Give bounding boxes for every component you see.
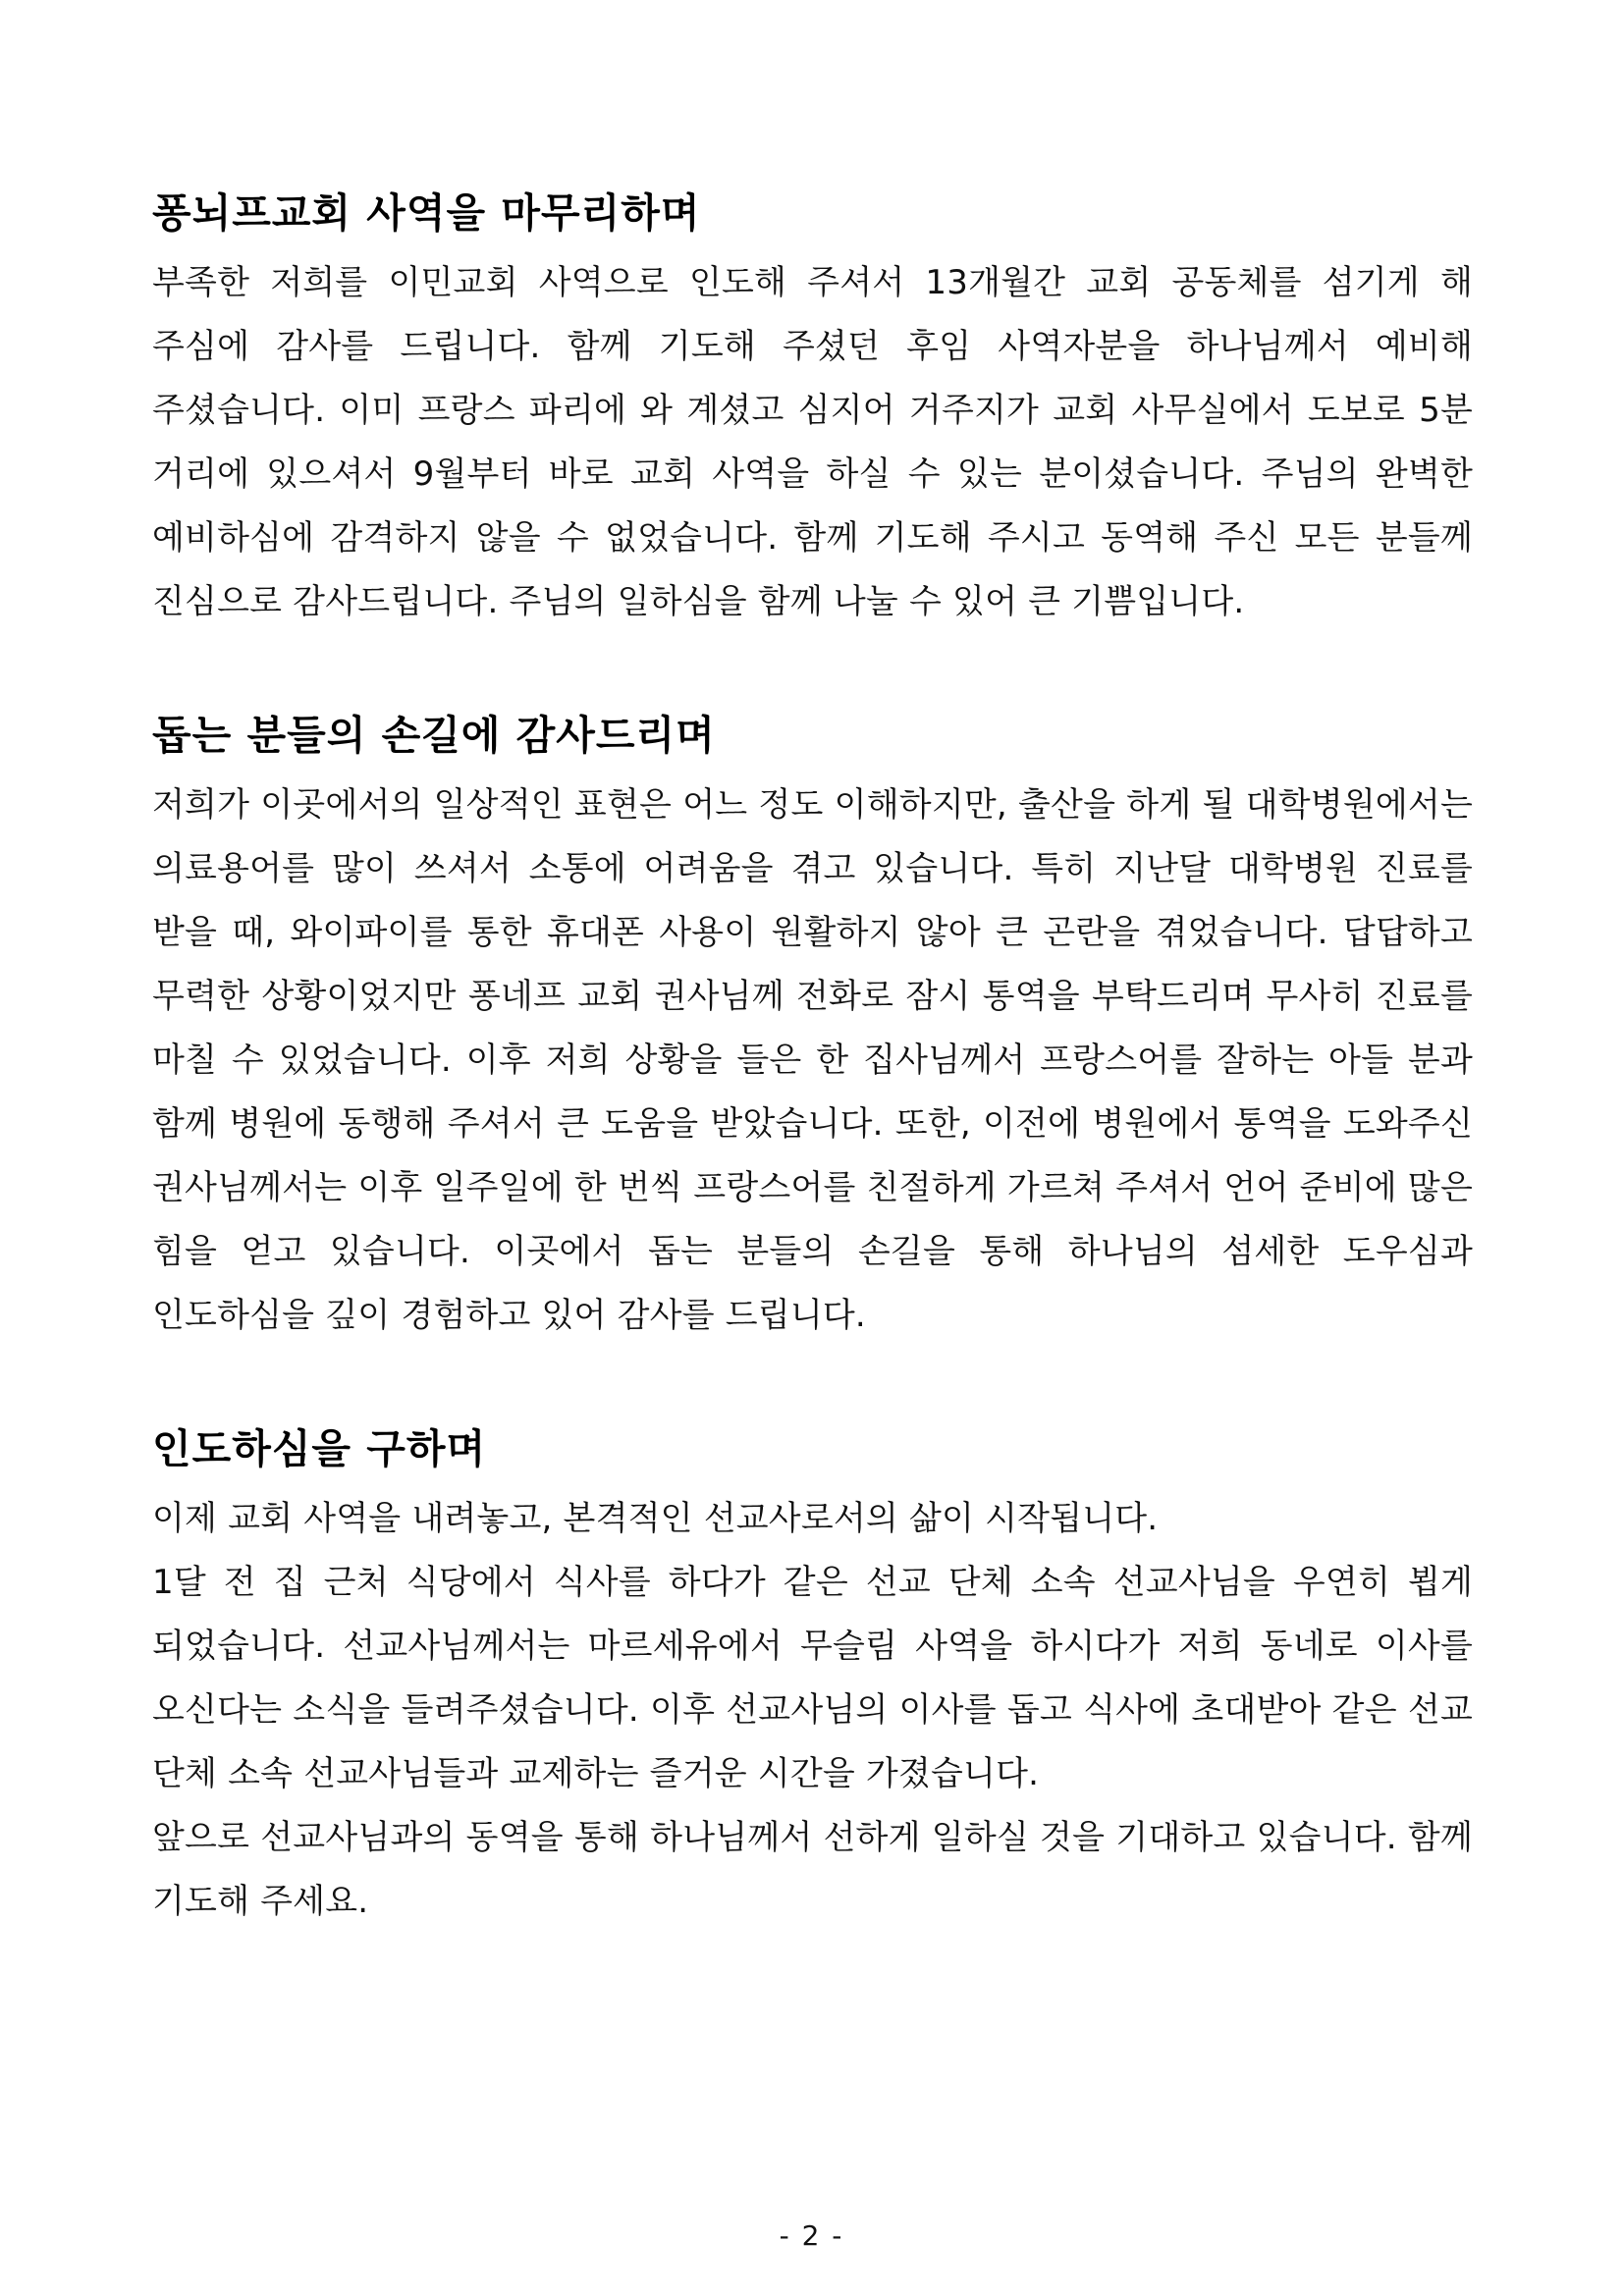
section-title: 돕는 분들의 손길에 감사드리며: [152, 712, 716, 759]
section-paragraph: 이제 교회 사역을 내려놓고, 본격적인 선교사로서의 삶이 시작됩니다.: [152, 1499, 1159, 1538]
section-paragraph: 앞으로 선교사님과의 동역을 통해 하나님께서 선하게 일하실 것을 기대하고 있습니다. 함께 기도해 주세요.: [152, 1818, 1473, 1921]
section-helping-hands: [152, 707, 1473, 1348]
section-paragraph: 1달 전 집 근처 식당에서 식사를 하다가 같은 선교 단체 소속 선교사님을 우연히 뵙게 되었습니다. 선교사님께서는 마르세유에서 무슬림 사역을 하시다가 저희 동네로 이사를 오신다는 소식을 들려주셨습니다. 이후 선교사님의 이사를 돕고 식사에 초대받아 같은 선교 단체 소속 선교사님들과 교제하는 즐거운 시간을 가졌습니다.: [152, 1563, 1473, 1793]
section-closing-ministry: [152, 185, 1473, 634]
section-paragraph: 저희가 이곳에서의 일상적인 표현은 어느 정도 이해하지만, 출산을 하게 될 대학병원에서는 의료용어를 많이 쓰셔서 소통에 어려움을 겪고 있습니다. 특히 지난달 대학병원 진료를 받을 때, 와이파이를 통한 휴대폰 사용이 원활하지 않아 큰 곤란을 겪었습니다. 답답하고 무력한 상황이었지만 퐁네프 교회 권사님께 전화로 잠시 통역을 부탁드리며 무사히 진료를 마칠 수 있었습니다. 이후 저희 상황을 들은 한 집사님께서 프랑스어를 잘하는 아들 분과 함께 병원에 동행해 주셔서 큰 도움을 받았습니다. 또한, 이전에 병원에서 통역을 도와주신 권사님께서는 이후 일주일에 한 번씩 프랑스어를 친절하게 가르쳐 주셔서 언어 준비에 많은 힘을 얻고 있습니다. 이곳에서 돕는 분들의 손길을 통해 하나님의 섬세한 도우심과 인도하심을 깊이 경험하고 있어 감사를 드립니다.: [152, 785, 1473, 1335]
page-content: [152, 185, 1473, 1934]
section-title: 퐁뇌프교회 사역을 마무리하며: [152, 189, 701, 237]
page-number: - 2 -: [779, 2219, 844, 2252]
section-seeking-guidance: [152, 1420, 1473, 1934]
section-title: 인도하심을 구하며: [152, 1425, 487, 1472]
section-paragraph: 부족한 저희를 이민교회 사역으로 인도해 주셔서 13개월간 교회 공동체를 섬기게 해 주심에 감사를 드립니다. 함께 기도해 주셨던 후임 사역자분을 하나님께서 예비해 주셨습니다. 이미 프랑스 파리에 와 계셨고 심지어 거주지가 교회 사무실에서 도보로 5분 거리에 있으셔서 9월부터 바로 교회 사역을 하실 수 있는 분이셨습니다. 주님의 완벽한 예비하심에 감격하지 않을 수 없었습니다. 함께 기도해 주시고 동역해 주신 모든 분들께 진심으로 감사드립니다. 주님의 일하심을 함께 나눌 수 있어 큰 기쁨입니다.: [152, 263, 1473, 621]
